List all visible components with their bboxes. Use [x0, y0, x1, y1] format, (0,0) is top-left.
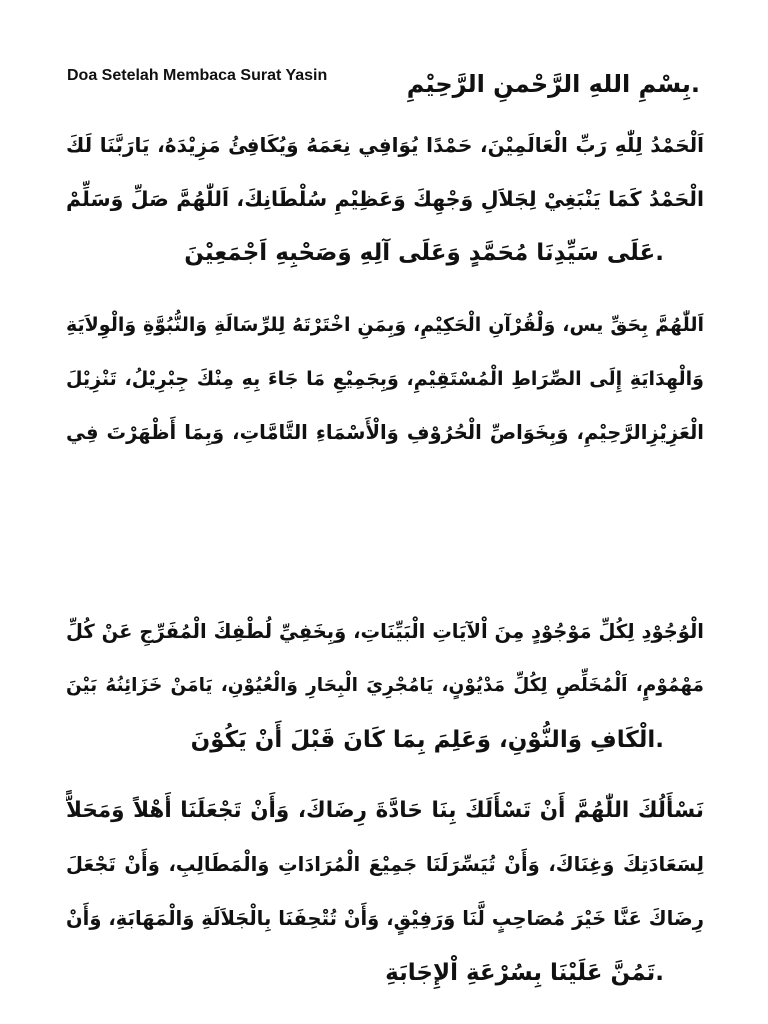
text-line: اَللّٰهُمَّ بِحَقِّ يس، وَلْقُرْآنِ الْحَكِيْمِ، وَبِمَنِ اخْتَرْتَهُ لِلرِّسَالَةِ وَالنُّبُوَّةِ وَالْوِلاَيَةِ: [66, 314, 704, 336]
paragraph-opening-praise: [66, 118, 704, 280]
text-line: الْوُجُوْدِ لِكُلِّ مَوْجُوْدٍ مِنَ اْلآيَاتِ الْبَيِّنَاتِ، وَبِخَفِيِّ لُطْفِكَ الْمُفَرِّجِ عَنْ كُلِّ: [66, 620, 704, 643]
text-line: .تَمُنَّ عَلَيْنَا بِسُرْعَةِ اْلإِجَابَةِ: [385, 960, 664, 986]
text-line: مَهْمُوْمٍ، اَلْمُخَلِّصِ لِكُلِّ مَدْيُوْنٍ، يَامُجْرِيَ الْبِحَارِ وَالْعُيُوْنِ، يَامَنْ خَزَائِنُهُ بَيْنَ: [66, 675, 704, 696]
text-line: نَسْأَلُكَ اللّٰهُمَّ أَنْ تَسْأَلَكَ بِنَا حَادَّةَ رِضَاكَ، وَأَنْ تَجْعَلَنَا أَهْلاً وَمَحَلاًّ: [66, 798, 704, 823]
text-line: الْعَزِيْزِالرَّحِيْمِ، وَبِخَوَاصِّ الْحُرُوْفِ وَالْأَسْمَاءِ التَّامَّاتِ، وَبِمَا أَظْهَرْتَ فِي: [66, 421, 704, 444]
document-title: Doa Setelah Membaca Surat Yasin: [67, 67, 328, 84]
paragraph-supplication-yasin: [66, 298, 704, 460]
text-line: اَلْحَمْدُ لِلّٰهِ رَبِّ الْعَالَمِيْنَ، حَمْدًا يُوَافِي نِعَمَهُ وَيُكَافِئُ مَزِيْدَهُ، يَارَبَّنَا لَكَ: [66, 133, 704, 157]
text-line: .الْكَافِ وَالنُّوْنِ، وَعَلِمَ بِمَا كَانَ قَبْلَ أَنْ يَكُوْنَ: [190, 727, 664, 753]
basmala: .بِسْمِ اللهِ الرَّحْمنِ الرَّحِيْمِ: [406, 70, 700, 98]
text-line: رِضَاكَ عَنَّا خَيْرَ مُصَاحِبٍ لَّنَا وَرَفِيْقٍ، وَأَنْ تُتْحِفَنَا بِالْجَلاَلَةِ وَالْمَهَابَةِ، وَأَنْ: [66, 907, 704, 930]
paragraph-closing-request: [66, 784, 704, 1000]
text-line: وَالْهِدَايَةِ إِلَى الصِّرَاطِ الْمُسْتَقِيْمِ، وَبِجَمِيْعِ مَا جَاءَ بِهِ مِنْكَ جِبْرِيْلُ، تَنْزِيْلَ: [66, 368, 704, 390]
text-line: لِسَعَادَتِكَ وَغِنَاكَ، وَأَنْ تُيَسِّرَلَنَا جَمِيْعَ الْمُرَادَاتِ وَالْمَطَالِبِ، وَأَنْ تَجْعَلَ: [66, 853, 704, 876]
text-line: الْحَمْدُ كَمَا يَنْبَغِيْ لِجَلاَلِ وَجْهِكَ وَعَظِيْمِ سُلْطَانِكَ، اَللّٰهُمَّ صَلِّ وَسَلِّمْ: [66, 187, 704, 211]
paragraph-continuation: [66, 605, 704, 767]
text-line: .عَلَى سَيِّدِنَا مُحَمَّدٍ وَعَلَى آلِهِ وَصَحْبِهِ اَجْمَعِيْنَ: [184, 240, 664, 266]
